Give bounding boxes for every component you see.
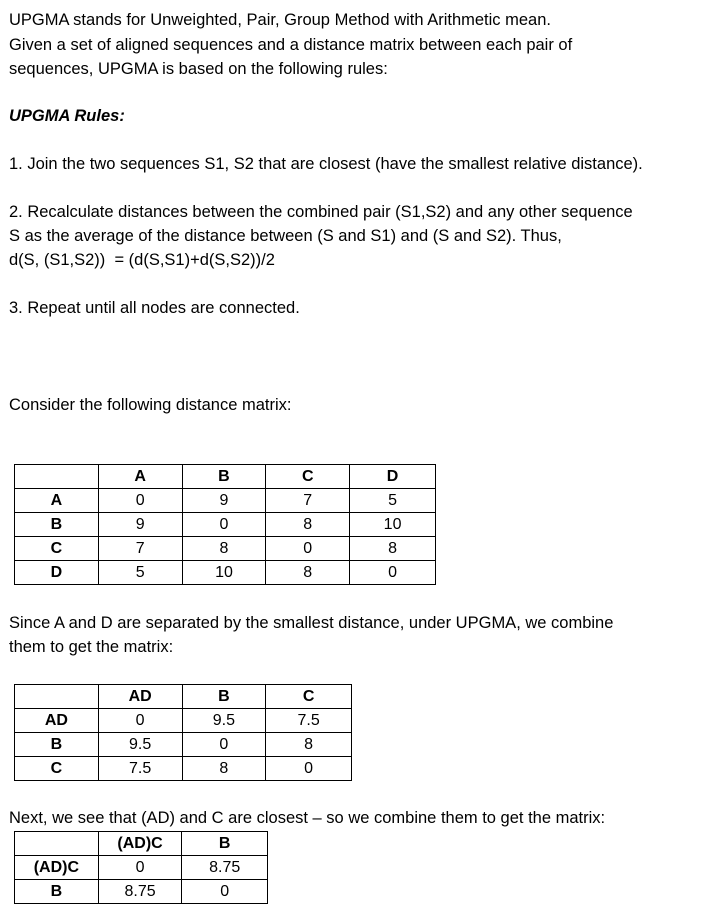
- matrix-3-cell: 0: [182, 880, 268, 904]
- since-text-line-1: Since A and D are separated by the smallest distance, under UPGMA, we combine: [9, 614, 614, 632]
- matrix-1-row: [15, 561, 436, 585]
- matrix-2-row-header: AD: [15, 709, 99, 733]
- distance-matrix-3: [14, 831, 268, 904]
- matrix-1-row-header: C: [15, 537, 99, 561]
- matrix-1-col-header: B: [182, 465, 266, 489]
- matrix-1-row: [15, 537, 436, 561]
- matrix-2-col-header: AD: [98, 685, 182, 709]
- matrix-2-row-header: B: [15, 733, 99, 757]
- matrix-2-cell: 7.5: [98, 757, 182, 781]
- matrix-3-header-row: [15, 832, 268, 856]
- matrix-1-corner-cell: [15, 465, 99, 489]
- since-text-line-2: them to get the matrix:: [9, 638, 174, 656]
- matrix-2-row: [15, 733, 352, 757]
- matrix-2-col-header: B: [182, 685, 266, 709]
- matrix-1-cell: 9: [182, 489, 266, 513]
- matrix-1-cell: 0: [266, 537, 350, 561]
- matrix-1-cell: 5: [350, 489, 436, 513]
- matrix-1-col-header: C: [266, 465, 350, 489]
- rule-3: 3. Repeat until all nodes are connected.: [9, 299, 300, 317]
- matrix-1-cell: 10: [182, 561, 266, 585]
- matrix-1-row: [15, 489, 436, 513]
- matrix-2-col-header: C: [266, 685, 352, 709]
- matrix-1-cell: 8: [182, 537, 266, 561]
- matrix-2-row-header: C: [15, 757, 99, 781]
- rule-2-line-2: S as the average of the distance between (S and S1) and (S and S2). Thus,: [9, 227, 562, 245]
- distance-matrix-1: [14, 464, 436, 585]
- rule-1: 1. Join the two sequences S1, S2 that are closest (have the smallest relative distance).: [9, 155, 643, 173]
- matrix-1-cell: 10: [350, 513, 436, 537]
- matrix-3-cell: 8.75: [98, 880, 182, 904]
- matrix-3-cell: 0: [98, 856, 182, 880]
- matrix-1-cell: 8: [350, 537, 436, 561]
- consider-text: Consider the following distance matrix:: [9, 396, 292, 414]
- matrix-3-row: [15, 880, 268, 904]
- distance-matrix-2: [14, 684, 352, 781]
- matrix-1-cell: 0: [182, 513, 266, 537]
- matrix-2-header-row: [15, 685, 352, 709]
- matrix-2-cell: 0: [98, 709, 182, 733]
- matrix-3-col-header: B: [182, 832, 268, 856]
- rule-2-line-1: 2. Recalculate distances between the combined pair (S1,S2) and any other sequence: [9, 203, 633, 221]
- intro-line-2: Given a set of aligned sequences and a distance matrix between each pair of: [9, 36, 573, 54]
- intro-line-3: sequences, UPGMA is based on the following rules:: [9, 60, 388, 78]
- matrix-1-header-row: [15, 465, 436, 489]
- matrix-3-row-header: B: [15, 880, 99, 904]
- intro-line-1: UPGMA stands for Unweighted, Pair, Group Method with Arithmetic mean.: [9, 11, 551, 29]
- next-text: Next, we see that (AD) and C are closest – so we combine them to get the matrix:: [9, 809, 606, 827]
- matrix-2-cell: 9.5: [182, 709, 266, 733]
- matrix-2-cell: 8: [182, 757, 266, 781]
- matrix-1-cell: 0: [98, 489, 182, 513]
- matrix-1-cell: 7: [98, 537, 182, 561]
- rule-2-formula: d(S, (S1,S2)) = (d(S,S1)+d(S,S2))/2: [9, 251, 275, 269]
- matrix-2-cell: 7.5: [266, 709, 352, 733]
- matrix-3-row-header: (AD)C: [15, 856, 99, 880]
- matrix-3-cell: 8.75: [182, 856, 268, 880]
- matrix-2-row: [15, 757, 352, 781]
- matrix-1-row-header: A: [15, 489, 99, 513]
- matrix-1-cell: 8: [266, 561, 350, 585]
- matrix-1-row-header: D: [15, 561, 99, 585]
- matrix-2-corner-cell: [15, 685, 99, 709]
- matrix-2-row: [15, 709, 352, 733]
- matrix-1-cell: 0: [350, 561, 436, 585]
- matrix-2-cell: 8: [266, 733, 352, 757]
- matrix-1-cell: 7: [266, 489, 350, 513]
- matrix-2-cell: 9.5: [98, 733, 182, 757]
- matrix-1-row: [15, 513, 436, 537]
- matrix-1-cell: 8: [266, 513, 350, 537]
- matrix-1-row-header: B: [15, 513, 99, 537]
- matrix-3-col-header: (AD)C: [98, 832, 182, 856]
- matrix-1-cell: 9: [98, 513, 182, 537]
- matrix-1-cell: 5: [98, 561, 182, 585]
- rules-heading: UPGMA Rules:: [9, 107, 125, 125]
- matrix-3-row: [15, 856, 268, 880]
- matrix-2-cell: 0: [266, 757, 352, 781]
- matrix-1-col-header: A: [98, 465, 182, 489]
- matrix-1-col-header: D: [350, 465, 436, 489]
- matrix-3-corner-cell: [15, 832, 99, 856]
- matrix-2-cell: 0: [182, 733, 266, 757]
